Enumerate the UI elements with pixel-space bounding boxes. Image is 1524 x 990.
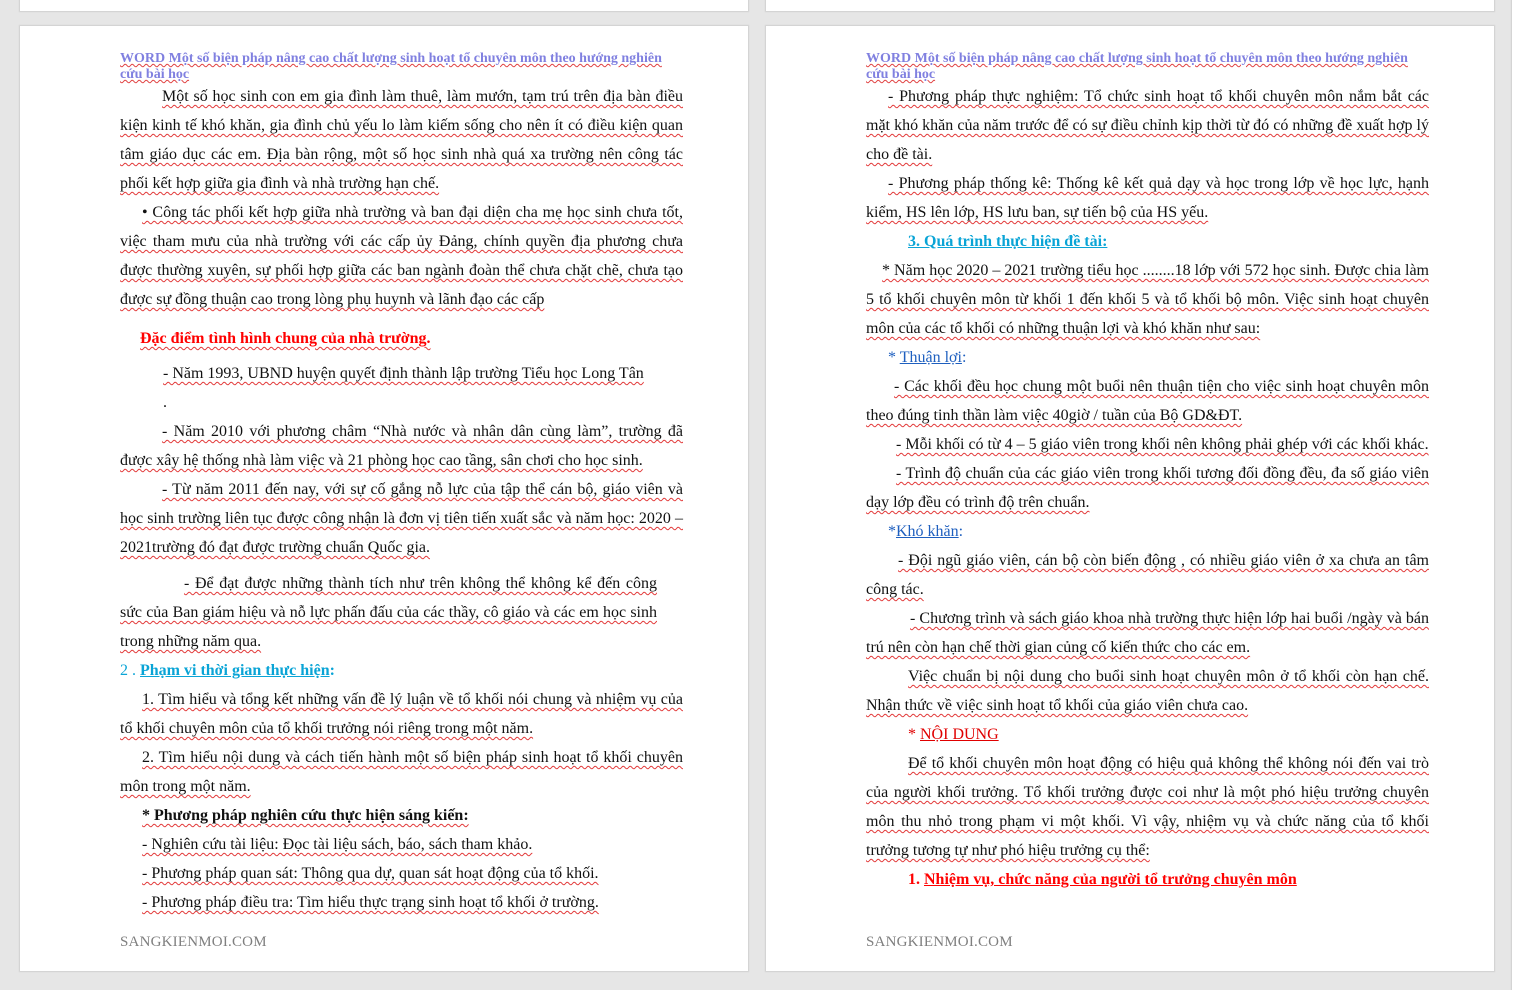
subheading-text: Thuận lợi: [899, 349, 962, 366]
subheading-difficulties[interactable]: [866, 517, 1429, 546]
page-footer: SANGKIENMOI.COM: [120, 934, 267, 950]
paragraph[interactable]: - Để đạt được những thành tích như trên không thể không kể đến công sức của Ban giám hiệu và nỗ lực phấn đấu của các thầy, cô giáo và các em học sinh trong những năm qua.: [120, 575, 657, 650]
paragraph[interactable]: - Phương pháp thống kê: Thống kê kết quả dạy và học trong lớp về học lực, hạnh kiểm, HS lên lớp, HS lưu ban, sự tiến bộ của HS yếu.: [866, 175, 1429, 221]
paragraph[interactable]: Việc chuẩn bị nội dung cho buổi sinh hoạt chuyên môn ở tổ khối còn hạn chế. Nhận thức về việc sinh hoạt tổ khối của giáo viên chưa cao.: [866, 668, 1429, 714]
subheading-colon: :: [958, 523, 964, 540]
subheading-text: NỘI DUNG: [920, 726, 999, 743]
document-page-right[interactable]: [766, 26, 1494, 971]
previous-page-edge-right: [766, 0, 1494, 11]
paragraph[interactable]: - Phương pháp quan sát: Thông qua dự, quan sát hoạt động của tổ khối.: [142, 865, 599, 882]
subheading-content[interactable]: [866, 720, 1429, 749]
subheading-advantages[interactable]: [866, 343, 1429, 372]
page-body[interactable]: [866, 82, 1429, 894]
paragraph[interactable]: .: [163, 394, 167, 411]
paragraph[interactable]: 2. Tìm hiểu nội dung và cách tiến hành một số biện pháp sinh hoạt tổ khối chuyên môn trong một năm.: [120, 749, 683, 795]
paragraph[interactable]: - Phương pháp điều tra: Tìm hiểu thực trạng sinh hoạt tổ khối ở trường.: [142, 894, 599, 911]
page-header: WORD Một số biện pháp nâng cao chất lượng sinh hoạt tổ chuyên môn theo hướng nghiên cứu bài học: [866, 51, 1408, 82]
paragraph[interactable]: - Từ năm 2011 đến nay, với sự cố gắng nỗ lực của tập thể cán bộ, giáo viên và học sinh trường liên tục được công nhận là đơn vị tiên tiến xuất sắc và năm học: 2020 – 2021trường đó đạt được trường chuẩn Quốc gia.: [120, 481, 683, 556]
paragraph[interactable]: • Công tác phối kết hợp giữa nhà trường và ban đại diện cha mẹ học sinh chưa tốt, việc tham mưu của nhà trường với các cấp ủy Đảng, chính quyền địa phương chưa được thường xuyên, sự phối hợp giữa các ban ngành đoàn thể chưa chặt chẽ, chưa tạo được sự đồng thuận cao trong lòng phụ huynh và lãnh đạo các cấp: [120, 204, 683, 308]
numbered-heading[interactable]: [866, 865, 1429, 894]
next-page-edge: [1512, 0, 1524, 990]
paragraph[interactable]: - Chương trình và sách giáo khoa nhà trường thực hiện lớp hai buổi /ngày và bán trú nên còn hạn chế thời gian củng cố kiến thức cho các em.: [866, 610, 1429, 656]
page-body[interactable]: [120, 82, 683, 917]
paragraph[interactable]: - Các khối đều học chung một buổi nên thuận tiện cho việc sinh hoạt chuyên môn theo đúng tinh thần làm việc 40giờ / tuần của Bộ GD&ĐT.: [866, 378, 1429, 424]
bullet-star: *: [888, 349, 900, 366]
paragraph[interactable]: - Nghiên cứu tài liệu: Đọc tài liệu sách, báo, sách tham khảo.: [142, 836, 533, 853]
paragraph[interactable]: - Năm 1993, UBND huyện quyết định thành lập trường Tiểu học Long Tân: [163, 365, 644, 382]
heading-text: Nhiệm vụ, chức năng của người tổ trưởng chuyên môn: [924, 871, 1297, 888]
page-header: WORD Một số biện pháp nâng cao chất lượng sinh hoạt tổ chuyên môn theo hướng nghiên cứu bài học: [120, 51, 662, 82]
page-footer: SANGKIENMOI.COM: [866, 934, 1013, 950]
bullet-star: *: [888, 523, 896, 540]
heading-text: Phạm vi thời gian thực hiện: [140, 662, 330, 679]
paragraph[interactable]: - Trình độ chuẩn của các giáo viên trong khối tương đối đồng đều, đa số giáo viên dạy lớp đều có trình độ trên chuẩn.: [866, 465, 1429, 511]
paragraph[interactable]: 1. Tìm hiểu và tổng kết những vấn đề lý luận về tổ khối nói chung và nhiệm vụ của tổ khối chuyên môn của tổ khối trưởng nói riêng trong một năm.: [120, 691, 683, 737]
heading-number: 2 .: [120, 662, 140, 679]
paragraph[interactable]: - Đội ngũ giáo viên, cán bộ còn biến động , có nhiều giáo viên ở xa chưa an tâm công tác.: [866, 552, 1429, 598]
section-heading[interactable]: 3. Quá trình thực hiện đề tài:: [908, 233, 1108, 250]
paragraph[interactable]: * Năm học 2020 – 2021 trường tiểu học ........18 lớp với 572 học sinh. Được chia làm 5 tổ khối chuyên môn từ khối 1 đến khối 5 và tổ khối bộ môn. Việc sinh hoạt chuyên môn của các tổ khối có những thuận lợi và khó khăn như sau:: [866, 262, 1429, 337]
paragraph[interactable]: - Mỗi khối có từ 4 – 5 giáo viên trong khối nên không phải ghép với các khối khác.: [896, 436, 1429, 453]
paragraph[interactable]: Để tổ khối chuyên môn hoạt động có hiệu quả không thể không nói đến vai trò của người khối trưởng. Tổ khối trưởng được coi như là một phó hiệu trưởng chuyên môn thu nhỏ trong phạm vi một khối. Vì vậy, nhiệm vụ và chức năng của tổ khối trưởng tương tự như phó hiệu trưởng cụ thể:: [866, 755, 1429, 859]
paragraph[interactable]: Một số học sinh con em gia đình làm thuê, làm mướn, tạm trú trên địa bàn điều kiện kinh tế khó khăn, gia đình chủ yếu lo làm kiếm sống cho nên ít có điều kiện quan tâm giáo dục các em. Địa bàn rộng, một số học sinh nhà quá xa trường nên công tác phối kết hợp giữa gia đình và nhà trường hạn chế.: [120, 88, 683, 192]
section-heading-3[interactable]: * Phương pháp nghiên cứu thực hiện sáng kiến:: [142, 807, 469, 824]
subheading-colon: :: [961, 349, 967, 366]
document-page-left[interactable]: [20, 26, 748, 971]
previous-page-edge-left: [20, 0, 748, 11]
paragraph[interactable]: - Phương pháp thực nghiệm: Tổ chức sinh hoạt tổ khối chuyên môn nắm bắt các mặt khó khăn của năm trước để có sự điều chỉnh kịp thời từ đó có những đề xuất hợp lý cho đề tài.: [866, 88, 1429, 163]
heading-colon: :: [329, 662, 335, 679]
bullet-star: *: [908, 726, 920, 743]
section-heading-2[interactable]: [120, 656, 683, 685]
paragraph[interactable]: - Năm 2010 với phương châm “Nhà nước và nhân dân cùng làm”, trường đã được xây hệ thống nhà làm việc và 21 phòng học cao tầng, sân chơi cho học sinh.: [120, 423, 683, 469]
section-heading[interactable]: Đặc điểm tình hình chung của nhà trường.: [140, 330, 431, 347]
heading-number: 1.: [908, 871, 924, 888]
subheading-text: Khó khăn: [896, 523, 959, 540]
